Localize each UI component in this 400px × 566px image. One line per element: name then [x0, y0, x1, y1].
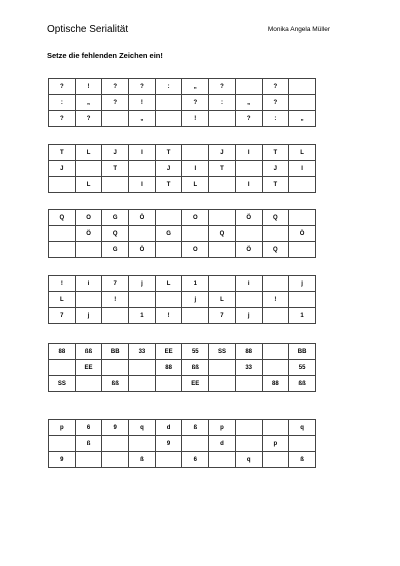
symbol-cell [209, 177, 236, 193]
symbol-cell: ! [182, 111, 209, 127]
symbol-cell [155, 242, 182, 258]
symbol-cell: Ö [235, 210, 262, 226]
symbol-cell: J [102, 145, 129, 161]
symbol-cell: : [209, 95, 236, 111]
symbol-cell: : [155, 79, 182, 95]
symbol-cell: Ö [129, 242, 156, 258]
symbol-cell: O [75, 210, 102, 226]
symbol-cell: „ [75, 95, 102, 111]
symbol-cell: L [289, 145, 316, 161]
symbol-cell: Ö [289, 226, 316, 242]
symbol-table-6 [48, 419, 316, 468]
symbol-cell [102, 452, 129, 468]
symbol-cell: I [289, 161, 316, 177]
symbol-cell [49, 436, 76, 452]
symbol-cell: I [235, 145, 262, 161]
symbol-cell: ? [209, 79, 236, 95]
symbol-cell [75, 376, 102, 392]
table-row [49, 177, 316, 193]
table-row [49, 210, 316, 226]
symbol-cell: p [262, 436, 289, 452]
symbol-cell: 7 [102, 276, 129, 292]
table-row [49, 242, 316, 258]
symbol-cell [155, 95, 182, 111]
symbol-cell: 55 [289, 360, 316, 376]
symbol-cell: Ö [129, 210, 156, 226]
symbol-cell [182, 226, 209, 242]
instruction-text: Setze die fehlenden Zeichen ein! [47, 51, 163, 60]
symbol-cell [49, 242, 76, 258]
symbol-cell: „ [289, 111, 316, 127]
symbol-cell: ß [75, 436, 102, 452]
symbol-cell: q [129, 420, 156, 436]
symbol-cell: ßß [289, 376, 316, 392]
symbol-cell: : [49, 95, 76, 111]
symbol-cell: T [209, 161, 236, 177]
symbol-cell [102, 436, 129, 452]
symbol-cell: ! [129, 95, 156, 111]
symbol-table-1 [48, 78, 316, 127]
symbol-cell: 33 [129, 344, 156, 360]
symbol-cell [235, 376, 262, 392]
symbol-cell: ? [129, 79, 156, 95]
symbol-cell [49, 360, 76, 376]
symbol-cell [209, 360, 236, 376]
symbol-cell [129, 292, 156, 308]
table-row [49, 145, 316, 161]
symbol-cell: 9 [102, 420, 129, 436]
symbol-cell [235, 292, 262, 308]
symbol-cell [235, 161, 262, 177]
table-row [49, 276, 316, 292]
symbol-cell [209, 111, 236, 127]
symbol-cell: ! [155, 308, 182, 324]
symbol-cell: Q [262, 210, 289, 226]
symbol-cell: 6 [75, 420, 102, 436]
symbol-cell: ß [182, 420, 209, 436]
symbol-cell: Q [49, 210, 76, 226]
symbol-cell: T [155, 145, 182, 161]
table-row [49, 360, 316, 376]
symbol-cell: p [209, 420, 236, 436]
table-row [49, 436, 316, 452]
symbol-cell: 6 [182, 452, 209, 468]
symbol-cell: G [155, 226, 182, 242]
symbol-cell [235, 79, 262, 95]
symbol-cell: j [75, 308, 102, 324]
symbol-cell [289, 242, 316, 258]
symbol-cell: I [129, 145, 156, 161]
symbol-cell: 9 [155, 436, 182, 452]
symbol-cell [155, 292, 182, 308]
symbol-cell: ! [262, 292, 289, 308]
symbol-cell [182, 145, 209, 161]
symbol-cell [262, 344, 289, 360]
symbol-cell [289, 436, 316, 452]
symbol-cell [262, 360, 289, 376]
symbol-cell: BB [102, 344, 129, 360]
symbol-cell: 88 [49, 344, 76, 360]
symbol-cell [209, 276, 236, 292]
symbol-cell [75, 292, 102, 308]
symbol-cell: „ [129, 111, 156, 127]
symbol-cell [49, 177, 76, 193]
symbol-cell: 1 [182, 276, 209, 292]
symbol-cell: Q [209, 226, 236, 242]
symbol-cell [155, 452, 182, 468]
symbol-cell: j [129, 276, 156, 292]
symbol-cell: j [289, 276, 316, 292]
symbol-cell: O [182, 242, 209, 258]
symbol-cell: L [75, 177, 102, 193]
symbol-cell: L [182, 177, 209, 193]
symbol-cell: ! [49, 276, 76, 292]
table-row [49, 308, 316, 324]
symbol-cell: ! [75, 79, 102, 95]
symbol-cell [75, 242, 102, 258]
symbol-cell: SS [49, 376, 76, 392]
symbol-cell: SS [209, 344, 236, 360]
symbol-cell: 1 [289, 308, 316, 324]
symbol-cell: ? [262, 95, 289, 111]
symbol-cell: L [75, 145, 102, 161]
symbol-cell: ! [102, 292, 129, 308]
symbol-cell [75, 161, 102, 177]
symbol-cell [262, 276, 289, 292]
symbol-cell: : [262, 111, 289, 127]
symbol-cell: j [182, 292, 209, 308]
symbol-cell [289, 95, 316, 111]
symbol-cell: Q [262, 242, 289, 258]
symbol-cell: ßß [182, 360, 209, 376]
symbol-cell [129, 161, 156, 177]
symbol-cell [262, 452, 289, 468]
symbol-cell: I [129, 177, 156, 193]
symbol-cell [209, 376, 236, 392]
symbol-cell: ß [129, 452, 156, 468]
table-row [49, 161, 316, 177]
symbol-cell [182, 436, 209, 452]
worksheet-title: Optische Serialität [47, 24, 129, 35]
symbol-cell: 88 [235, 344, 262, 360]
symbol-cell: L [209, 292, 236, 308]
symbol-cell [235, 420, 262, 436]
symbol-cell [235, 436, 262, 452]
symbol-cell: ßß [75, 344, 102, 360]
symbol-cell: d [155, 420, 182, 436]
symbol-cell: 7 [209, 308, 236, 324]
symbol-cell: O [182, 210, 209, 226]
symbol-cell: ß [289, 452, 316, 468]
symbol-cell [75, 452, 102, 468]
symbol-cell: q [289, 420, 316, 436]
symbol-cell [262, 308, 289, 324]
symbol-table-4 [48, 275, 316, 324]
symbol-cell [155, 210, 182, 226]
symbol-cell [289, 79, 316, 95]
table-row [49, 292, 316, 308]
symbol-cell [235, 226, 262, 242]
symbol-cell: „ [235, 95, 262, 111]
table-row [49, 95, 316, 111]
symbol-cell: Ö [75, 226, 102, 242]
symbol-cell: 1 [129, 308, 156, 324]
symbol-cell: q [235, 452, 262, 468]
symbol-cell: 7 [49, 308, 76, 324]
symbol-cell: Q [102, 226, 129, 242]
symbol-cell: d [209, 436, 236, 452]
symbol-cell: „ [182, 79, 209, 95]
symbol-cell: T [102, 161, 129, 177]
symbol-cell: ? [49, 111, 76, 127]
symbol-cell: 88 [155, 360, 182, 376]
symbol-cell: L [155, 276, 182, 292]
symbol-cell [289, 210, 316, 226]
symbol-cell: j [235, 308, 262, 324]
symbol-cell: I [182, 161, 209, 177]
symbol-cell [209, 242, 236, 258]
symbol-cell [182, 308, 209, 324]
symbol-cell: T [155, 177, 182, 193]
symbol-cell: EE [182, 376, 209, 392]
symbol-cell: Ö [235, 242, 262, 258]
table-row [49, 420, 316, 436]
symbol-cell: T [262, 177, 289, 193]
symbol-cell [129, 360, 156, 376]
symbol-table-2 [48, 144, 316, 193]
symbol-cell: G [102, 242, 129, 258]
symbol-cell: p [49, 420, 76, 436]
symbol-cell: ? [102, 79, 129, 95]
symbol-cell: J [49, 161, 76, 177]
symbol-cell [262, 226, 289, 242]
symbol-cell: ßß [102, 376, 129, 392]
symbol-cell: 33 [235, 360, 262, 376]
symbol-cell: EE [155, 344, 182, 360]
symbol-cell [289, 292, 316, 308]
table-row [49, 226, 316, 242]
symbol-cell: i [75, 276, 102, 292]
symbol-cell [155, 376, 182, 392]
symbol-cell: G [102, 210, 129, 226]
symbol-cell: T [262, 145, 289, 161]
table-row [49, 344, 316, 360]
symbol-cell: ? [75, 111, 102, 127]
symbol-cell: EE [75, 360, 102, 376]
symbol-cell [209, 452, 236, 468]
symbol-cell [102, 360, 129, 376]
symbol-cell [209, 210, 236, 226]
symbol-cell [102, 111, 129, 127]
symbol-cell: ? [49, 79, 76, 95]
symbol-cell [262, 420, 289, 436]
symbol-cell: ? [182, 95, 209, 111]
symbol-cell: J [262, 161, 289, 177]
symbol-cell: 88 [262, 376, 289, 392]
symbol-cell: 55 [182, 344, 209, 360]
symbol-cell: ? [262, 79, 289, 95]
symbol-cell: J [209, 145, 236, 161]
symbol-table-5 [48, 343, 316, 392]
symbol-cell: 9 [49, 452, 76, 468]
symbol-cell [129, 436, 156, 452]
table-row [49, 376, 316, 392]
symbol-cell: i [235, 276, 262, 292]
symbol-cell [102, 308, 129, 324]
symbol-cell [129, 226, 156, 242]
symbol-cell: J [155, 161, 182, 177]
symbol-cell: ? [102, 95, 129, 111]
symbol-cell [129, 376, 156, 392]
symbol-cell: T [49, 145, 76, 161]
symbol-table-3 [48, 209, 316, 258]
symbol-cell [155, 111, 182, 127]
symbol-cell [102, 177, 129, 193]
symbol-cell [49, 226, 76, 242]
symbol-cell: ? [235, 111, 262, 127]
symbol-cell: BB [289, 344, 316, 360]
table-row [49, 111, 316, 127]
symbol-cell: L [49, 292, 76, 308]
symbol-cell [289, 177, 316, 193]
table-row [49, 79, 316, 95]
symbol-cell: I [235, 177, 262, 193]
table-row [49, 452, 316, 468]
author-name: Monika Angela Müller [267, 26, 330, 33]
